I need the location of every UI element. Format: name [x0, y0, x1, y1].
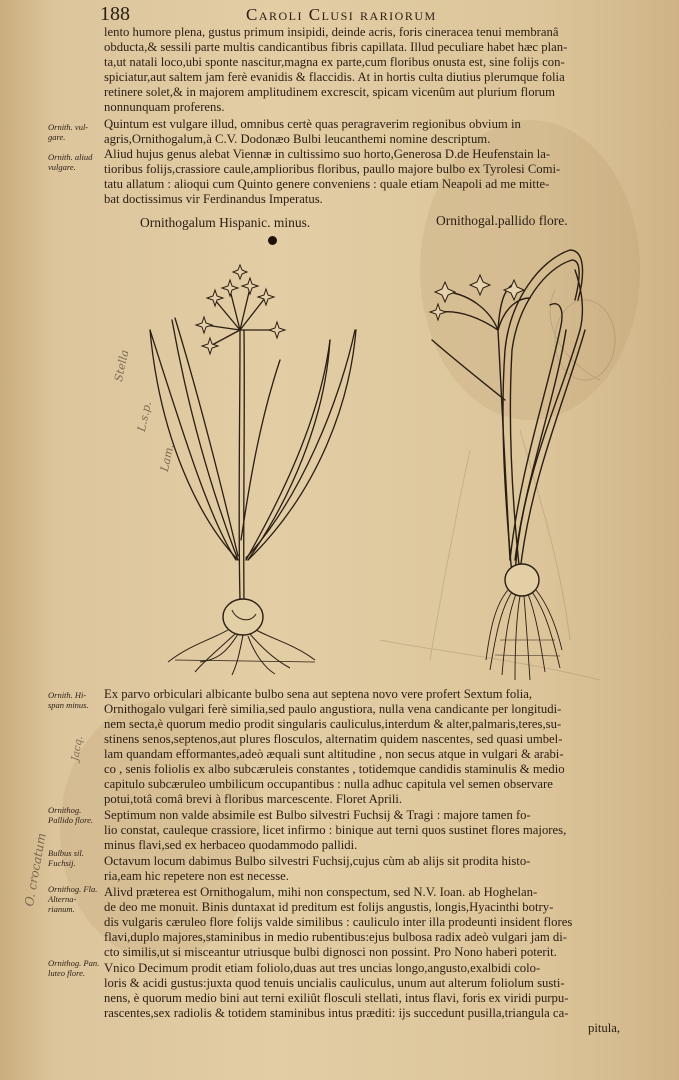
text-line: Octavum locum dabimus Bulbo silvestri Fuchsij,cujus cùm ab alijs sit prodita histo-: [104, 854, 531, 868]
text-line: potui,totâ comâ brevi à floribus marcescente. Floret Aprili.: [104, 792, 403, 806]
text-line: cto similis,ut si misceantur utriusque bulbi dignosci non possint. Pro Nono haberi poterit.: [104, 945, 557, 959]
text-line: stinens senos,septenos,aut plures flosculos, alternatim quidem nascentes, sed quasi umbel-: [104, 732, 563, 746]
text-line: loris & acidi gustus:juxta quod tenuis uncialis cauliculus, unum aut alterum foliolum susti-: [104, 976, 565, 990]
text-line: Quintum est vulgare illud, omnibus certè quas peragraverim regionibus obvium in: [104, 117, 521, 131]
handwritten-annotation: Lam.: [158, 442, 177, 473]
text-line: capitulo subcæruleo umbilicum occupantibus : nulla adhuc capitula vel semen observare: [104, 777, 553, 791]
margin-note: Ornith. Hi-span minus.: [48, 690, 89, 710]
margin-note: Ornith. aliud vulgare.: [48, 152, 93, 172]
text-line: flavi,duplo majores,staminibus in medio rubentibus:ejus bulbosa radix adeò vulgari jam di-: [104, 930, 568, 944]
figure-caption-right: Ornithogal.pallido flore.: [436, 213, 568, 228]
text-line: lento humore plena, gustus primum insipidi, deinde acris, foris cineracea tenui membranâ: [104, 25, 559, 39]
margin-note: Ornithog. Fla. Alterna-rianum.: [48, 884, 98, 914]
margin-note: Bulbus sil. Fuchsij.: [48, 848, 84, 868]
text-line: ta,ut natali loco,ubi sponte nascitur,magna ex parte,cum floribus onusta est, sine folijs con-: [104, 55, 565, 69]
text-line: bat doctissimus vir Ferdinandus Imperatus.: [104, 192, 323, 206]
text-line: Aliud hujus genus alebat Viennæ in cultissimo suo horto,Generosa D.de Heufenstain la-: [104, 147, 551, 161]
running-title: Caroli Clusi rariorum: [246, 5, 437, 24]
text-line: tatu allatum : alioqui cum Quinto genere conveniens : quale etiam Neapoli ad me mitte-: [104, 177, 550, 191]
text-line: dis vulgaris cæruleo flore folijs valde similibus : cauliculo inter illa prodeunti insident flores: [104, 915, 573, 929]
margin-note: Ornithog. Pan. luteo flore.: [48, 958, 100, 978]
text-line: retinere solet,& in majorem amplitudinem excrescit, spicam vicenûm aut plurium florum: [104, 85, 555, 99]
text-line: co , senis foliolis ex albo subcæruleis constantes , totidemque candidis staminulis & medio: [104, 762, 565, 776]
text-line: Alivd præterea est Ornithogalum, mihi non conspectum, sed N.V. Ioan. ab Hoghelan-: [104, 885, 538, 899]
text-line: nonnunquam proferens.: [104, 100, 225, 114]
figure-caption-left: Ornithogalum Hispanic. minus.: [140, 215, 311, 230]
text-line: Ornithogalo vulgari ferè similia,sed paulo angustiora, nulla vena candicante per longitudi-: [104, 702, 562, 716]
text-line: Septimum non valde absimile est Bulbo silvestri Fuchsij & Tragi : majore tamen fo-: [104, 808, 531, 822]
text-line: lam quandam efformantes,adeò æquali sunt altitudine , non secus atque in vulgari & arabi-: [104, 747, 564, 761]
text-line: Vnico Decimum prodit etiam foliolo,duas aut tres uncias longo,angusto,exalbidi colo-: [104, 961, 541, 975]
text-line: spiciatur,aut saltem jam ferè evanidis & flaccidis. At in hortis culta diutius plerumque folia: [104, 70, 565, 84]
text-line: agris,Ornithogalum,à C.V. Dodonæo Bulbi leucanthemi nomine descriptum.: [104, 132, 491, 146]
text-line: lio constat, cauleque crassiore, licet infirmo : binique aut terni quos sustinet flores majores,: [104, 823, 567, 837]
handwritten-annotation: Stella: [112, 348, 132, 383]
handwritten-margin-annotation: O. crocatum: [22, 831, 49, 908]
text-line: nem secta,è quorum medio prodit singularis cauliculus,interdum & alter,palmaris,teres,su-: [104, 717, 562, 731]
text-line: tioribus folijs,crassiore caule,amplioribus floribus, paullo majore bulbo ex Tyrolesi Comi-: [104, 162, 561, 176]
text-line: minus flavi,sed ex herbaceo quodammodo pallidi.: [104, 838, 358, 852]
text-line: pitula,: [588, 1021, 621, 1035]
handwritten-margin-annotation: Jacq.: [70, 735, 86, 762]
text-line: obducta,& sessili parte multis candicantibus fibris capillata. Illud peculiare habet hæc plan-: [104, 40, 568, 54]
text-line: rascentes,sex radiolis & totidem staminibus intus præditi: ijs succedunt pusilla,triangula ca-: [104, 1006, 569, 1020]
margin-note: Ornith. vul-gare.: [48, 122, 89, 142]
margin-note: Ornithog. Pallido flore.: [48, 805, 94, 825]
handwritten-annotation: L.s.p.: [135, 400, 155, 433]
text-line: nens, è quorum medio bini aut terni exiliût flosculi stellati, intus flavi, foris ex viridi purpu-: [104, 991, 569, 1005]
text-line: ria,eam hic repetere non est necesse.: [104, 869, 289, 883]
page-number: 188: [100, 3, 130, 25]
text-line: Ex parvo orbiculari albicante bulbo sena aut septena novo vere profert Sextum folia,: [104, 687, 533, 701]
text-line: de deo me monuit. Binis duntaxat id preditum est folijs angustis, longis,Hyacinthi botry-: [104, 900, 554, 914]
